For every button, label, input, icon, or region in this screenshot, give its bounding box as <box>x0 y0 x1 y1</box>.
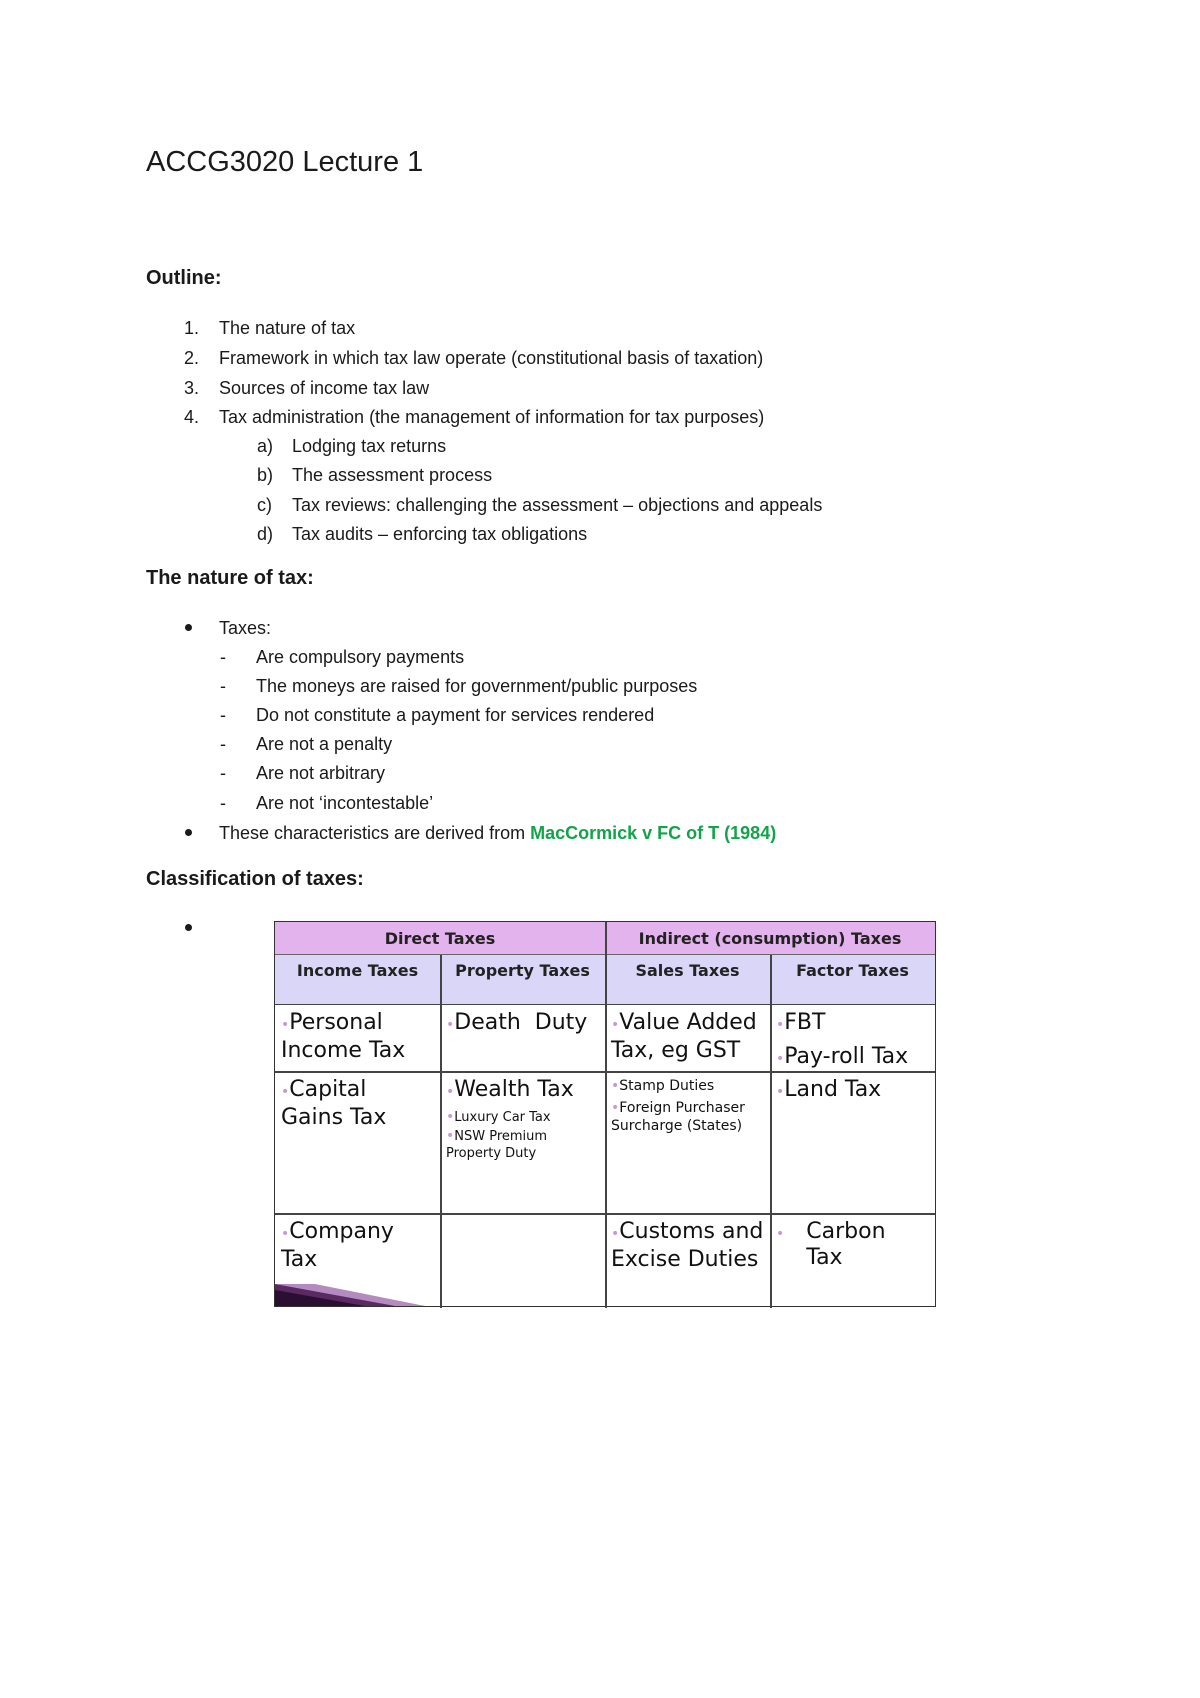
cell-text: Foreign Purchaser Surcharge (States) <box>611 1100 745 1134</box>
bullet-icon: • <box>446 1084 455 1100</box>
bullet-icon: • <box>446 1109 455 1125</box>
cell-entry <box>776 1010 929 1038</box>
outline-subnum: b) <box>257 465 274 485</box>
cell-entry <box>446 1128 599 1162</box>
cell-entry <box>281 1219 434 1273</box>
bullet-icon: • <box>776 1084 785 1100</box>
bullet-text <box>219 822 776 844</box>
outline-subitem: Tax audits – enforcing tax obligations <box>292 524 588 544</box>
cell-entry <box>281 1077 434 1131</box>
dash-item: Are not arbitrary <box>256 763 386 783</box>
cell-entry <box>446 1010 599 1038</box>
cell-sales-r2 <box>605 1073 770 1139</box>
cell-sales-r3 <box>605 1215 770 1277</box>
outline-subnum: a) <box>257 436 274 456</box>
cell-text: Customs and Excise Duties <box>611 1219 764 1272</box>
cell-income-r2 <box>275 1073 440 1135</box>
dash-item: Do not constitute a payment for services rendered <box>256 705 655 725</box>
bullet-icon: • <box>611 1226 620 1242</box>
cell-text: Death Duty <box>454 1010 588 1035</box>
bullet-icon: • <box>776 1017 785 1033</box>
cell-property-r1 <box>440 1006 605 1042</box>
dash-icon: - <box>220 676 226 696</box>
cell-entry <box>611 1077 764 1095</box>
outline-subitem: The assessment process <box>292 465 493 485</box>
bullet-icon: • <box>776 1051 785 1067</box>
outline-num: 2. <box>184 348 200 368</box>
group-header-indirect: Indirect (consumption) Taxes <box>605 922 935 955</box>
cell-text: Land Tax <box>784 1077 882 1102</box>
cell-entry <box>611 1099 764 1135</box>
outline-item: Sources of income tax law <box>219 378 430 398</box>
case-citation: MacCormick v FC of T (1984) <box>530 823 777 843</box>
cell-entry <box>776 1044 929 1072</box>
column-header-sales: Sales Taxes <box>605 955 770 1005</box>
outline-subitem: Tax reviews: challenging the assessment – objections and appeals <box>292 495 823 515</box>
cell-text: Wealth Tax <box>454 1077 574 1102</box>
bullet-icon: • <box>446 1128 455 1144</box>
cell-entry <box>446 1077 599 1105</box>
outline-subnum: c) <box>257 495 272 515</box>
cell-text: FBT <box>784 1010 826 1035</box>
outline-item: Framework in which tax law operate (constitutional basis of taxation) <box>219 348 764 368</box>
nature-heading: The nature of tax: <box>146 567 314 589</box>
bullet-icon: • <box>281 1226 290 1242</box>
outline-num: 1. <box>184 318 200 338</box>
classification-heading: Classification of taxes: <box>146 868 364 890</box>
dash-item: Are compulsory payments <box>256 647 465 667</box>
outline-heading: Outline: <box>146 267 222 289</box>
cell-text: Stamp Duties <box>619 1078 715 1094</box>
cell-text: Luxury Car Tax <box>454 1110 551 1125</box>
cell-property-r2 <box>440 1073 605 1166</box>
bullet-text-prefix: These characteristics are derived from <box>219 823 531 843</box>
bullet-icon: • <box>611 1017 620 1033</box>
group-header-direct: Direct Taxes <box>275 922 605 955</box>
cell-text: Pay-roll Tax <box>784 1044 909 1069</box>
cell-factor-r2 <box>770 1073 935 1109</box>
bullet-text: Taxes: <box>219 618 272 638</box>
cell-factor-r1 <box>770 1006 935 1076</box>
cell-text: Personal Income Tax <box>281 1010 406 1063</box>
tax-classification-table <box>274 921 936 1307</box>
outline-item: The nature of tax <box>219 318 356 338</box>
outline-num: 4. <box>184 407 200 427</box>
page-title: ACCG3020 Lecture 1 <box>146 146 424 178</box>
dash-icon: - <box>220 734 226 754</box>
bullet-icon <box>185 924 192 931</box>
outline-subnum: d) <box>257 524 274 544</box>
cell-text: Company Tax <box>281 1219 394 1272</box>
column-header-income: Income Taxes <box>275 955 440 1005</box>
cell-text: Value Added Tax, eg GST <box>611 1010 757 1063</box>
cell-entry <box>776 1077 929 1105</box>
cell-entry <box>776 1219 929 1271</box>
cell-income-r1 <box>275 1006 440 1068</box>
cell-entry <box>446 1109 599 1126</box>
bullet-icon <box>185 829 192 836</box>
cell-sales-r1 <box>605 1006 770 1068</box>
cell-entry <box>611 1219 764 1273</box>
corner-decoration <box>275 1276 425 1306</box>
cell-text: NSW Premium Property Duty <box>446 1129 548 1161</box>
dash-icon: - <box>220 793 226 813</box>
dash-icon: - <box>220 647 226 667</box>
cell-text: Capital Gains Tax <box>281 1077 387 1130</box>
bullet-icon: • <box>281 1017 290 1033</box>
outline-num: 3. <box>184 378 200 398</box>
bullet-icon: • <box>611 1100 620 1116</box>
cell-entry <box>281 1010 434 1064</box>
bullet-icon: • <box>446 1017 455 1033</box>
dash-icon: - <box>220 763 226 783</box>
cell-text: Carbon Tax <box>806 1219 886 1270</box>
column-header-factor: Factor Taxes <box>770 955 935 1005</box>
outline-item: Tax administration (the management of information for tax purposes) <box>219 407 765 427</box>
bullet-icon: • <box>611 1078 620 1094</box>
bullet-icon <box>185 624 192 631</box>
dash-icon: - <box>220 705 226 725</box>
cell-income-r3 <box>275 1215 440 1277</box>
bullet-icon: • <box>776 1226 785 1242</box>
cell-entry <box>611 1010 764 1064</box>
outline-subitem: Lodging tax returns <box>292 436 447 456</box>
dash-item: The moneys are raised for government/public purposes <box>256 676 698 696</box>
column-header-property: Property Taxes <box>440 955 605 1005</box>
bullet-icon: • <box>281 1084 290 1100</box>
cell-factor-r3 <box>770 1215 935 1275</box>
dash-item: Are not a penalty <box>256 734 393 754</box>
dash-item: Are not ‘incontestable’ <box>256 793 434 813</box>
